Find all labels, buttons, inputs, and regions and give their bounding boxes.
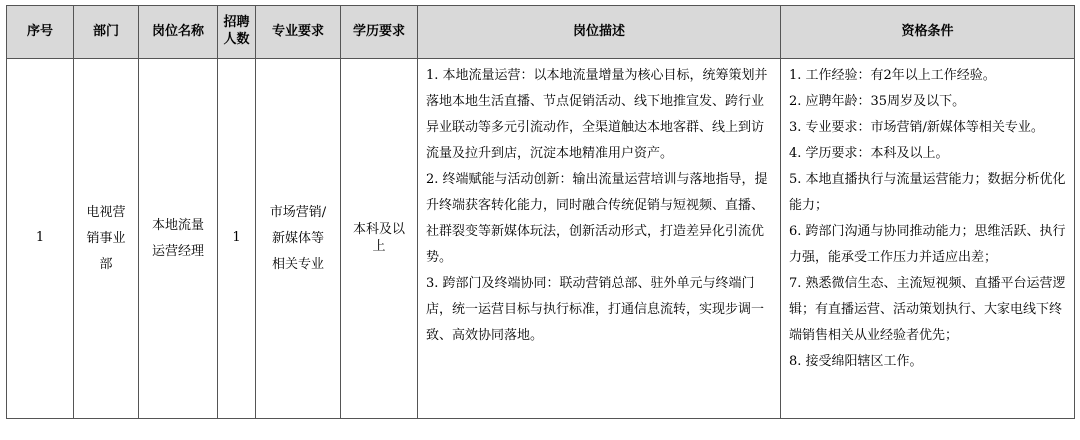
qualification-line: 力强，能承受工作压力并适应出差； <box>789 250 998 265</box>
qualification-line: 辑；有直播运营、活动策划执行、大家电线下终 <box>789 302 1063 317</box>
qualification-line: 3. 专业要求：市场营销/新媒体等相关专业。 <box>789 120 1044 135</box>
description-line: 落地本地生活直播、节点促销活动、线下地推宣发、跨行业 <box>426 94 765 109</box>
cell-dept <box>74 59 139 419</box>
description-line: 社群裂变等新媒体玩法，创新活动形式，打造差异化引流优 <box>426 224 765 239</box>
cell-dept-line: 电视营 <box>86 204 126 220</box>
cell-dept-line: 销事业 <box>86 230 126 246</box>
cell-qualifications <box>781 59 1075 419</box>
cell-major <box>256 59 341 419</box>
description-line: 1. 本地流量运营：以本地流量增量为核心目标，统筹策划并 <box>426 68 768 83</box>
header-row <box>7 6 1075 59</box>
description-line: 流量及拉升到店，沉淀本地精准用户资产。 <box>426 146 674 161</box>
header-dept: 部门 <box>74 6 139 59</box>
cell-position <box>139 59 218 419</box>
header-description: 岗位描述 <box>418 6 781 59</box>
description-line: 升终端获客转化能力，同时融合传统促销与短视频、直播、 <box>426 198 765 213</box>
cell-hire-count: 1 <box>218 59 256 419</box>
cell-seq: 1 <box>7 59 74 419</box>
description-line: 店，统一运营目标与执行标准，打通信息流转，实现步调一 <box>426 302 765 317</box>
qualification-line: 7. 熟悉微信生态、主流短视频、直播平台运营逻 <box>789 276 1066 291</box>
cell-major-line: 新媒体等 <box>271 230 324 246</box>
cell-description <box>418 59 781 419</box>
description-line: 异业联动等多元引流动作，全渠道触达本地客群、线上到访 <box>426 120 765 135</box>
qualification-line: 4. 学历要求：本科及以上。 <box>789 146 949 161</box>
header-position: 岗位名称 <box>139 6 218 59</box>
description-line: 2. 终端赋能与活动创新：输出流量运营培训与落地指导，提 <box>426 172 768 187</box>
header-education: 学历要求 <box>341 6 418 59</box>
header-seq: 序号 <box>7 6 74 59</box>
cell-dept-line: 部 <box>99 256 113 272</box>
qualification-line: 1. 工作经验：有2年以上工作经验。 <box>789 68 996 83</box>
description-line: 势。 <box>426 250 453 265</box>
header-qualifications: 资格条件 <box>781 6 1075 59</box>
qualification-line: 5. 本地直播执行与流量运营能力；数据分析优化 <box>789 172 1066 187</box>
header-hire-count-line: 招聘 <box>223 15 250 31</box>
qualification-line: 8. 接受绵阳辖区工作。 <box>789 354 923 369</box>
cell-position-line: 本地流量 <box>151 217 204 233</box>
recruitment-table <box>6 5 1075 419</box>
cell-education: 本科及以上 <box>341 59 418 419</box>
qualification-line: 能力； <box>789 198 829 213</box>
header-hire-count-line: 人数 <box>223 32 250 47</box>
description-line: 致、高效协同落地。 <box>426 328 544 343</box>
description-line: 3. 跨部门及终端协同：联动营销总部、驻外单元与终端门 <box>426 276 755 291</box>
qualification-line: 6. 跨部门沟通与协同推动能力；思维活跃、执行 <box>789 224 1066 239</box>
cell-position-line: 运营经理 <box>151 243 204 259</box>
header-hire-count <box>218 6 256 59</box>
cell-major-line: 市场营销/ <box>269 204 327 220</box>
header-major: 专业要求 <box>256 6 341 59</box>
table-row <box>7 59 1075 419</box>
cell-major-line: 相关专业 <box>271 256 324 272</box>
qualification-line: 2. 应聘年龄：35周岁及以下。 <box>789 94 966 109</box>
qualification-line: 端销售相关从业经验者优先； <box>789 328 959 343</box>
